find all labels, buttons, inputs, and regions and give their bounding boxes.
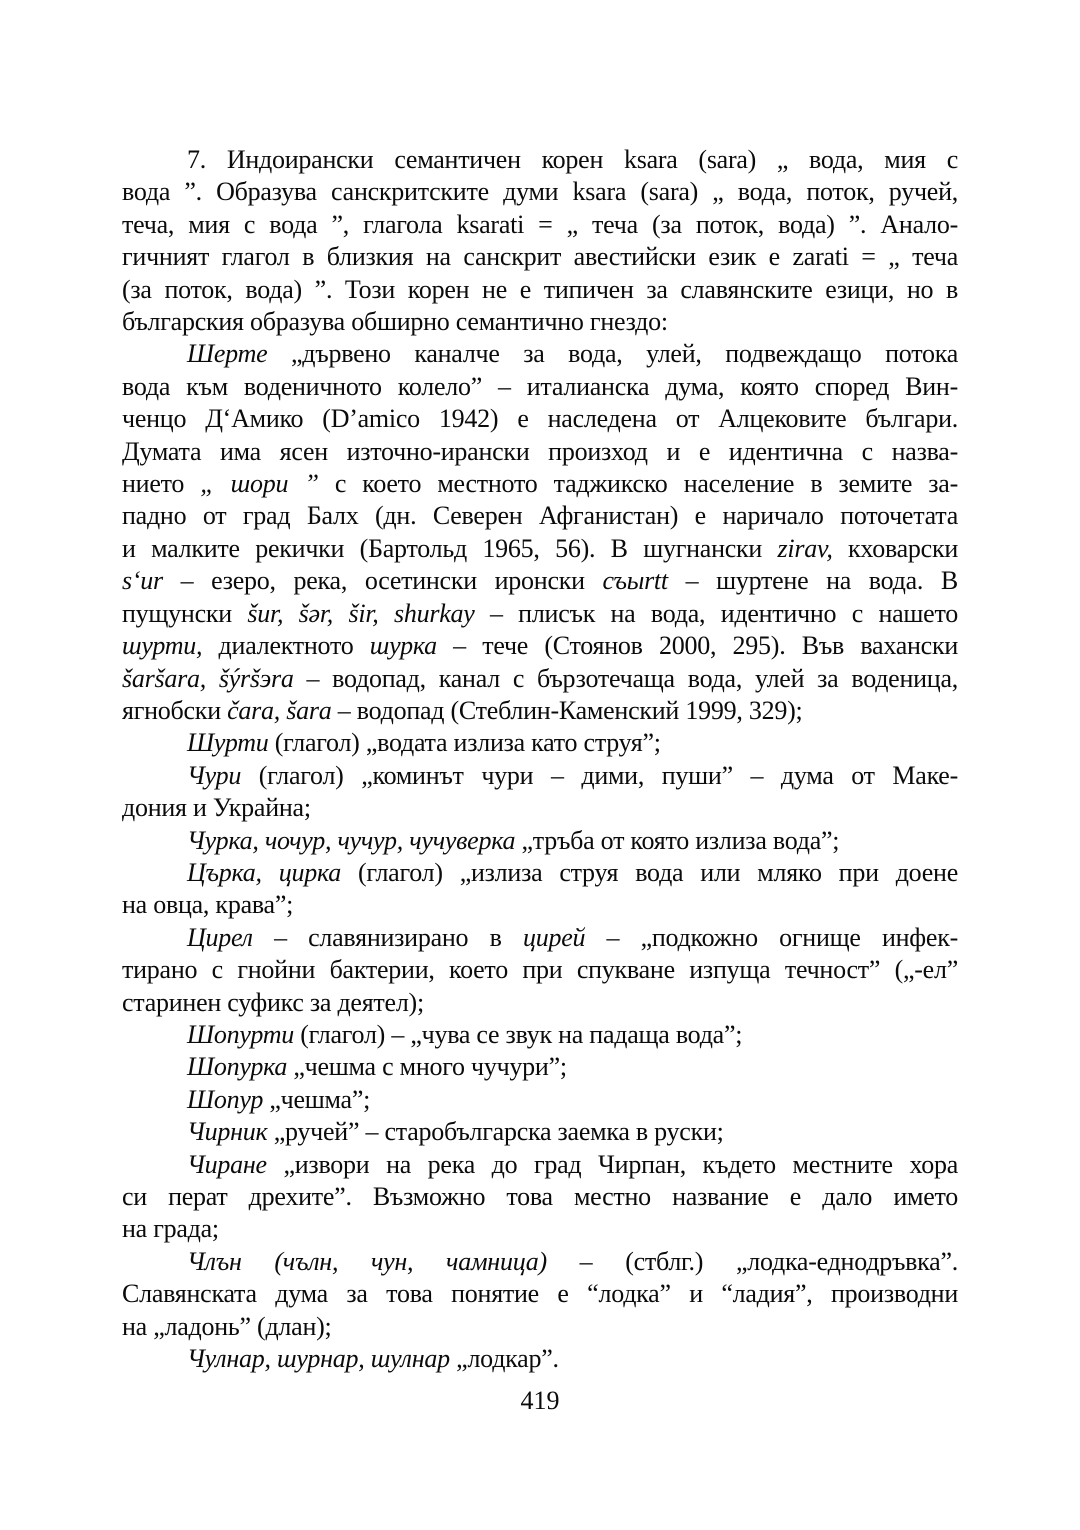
- text-line: [122, 630, 958, 662]
- body-text: (глагол) „коминът чури – дими, пуши” – дума от Маке-: [241, 760, 958, 790]
- headword-italic: Шопур: [187, 1084, 264, 1114]
- body-text: „тръба от която излиза вода”;: [515, 825, 840, 855]
- headword-italic: Църка, цирка: [187, 857, 341, 887]
- text-line: [122, 825, 958, 857]
- headword-italic: Шерте: [187, 339, 268, 369]
- text-line: [122, 760, 958, 792]
- body-text: (глагол) – „чува се звук на падаща вода”;: [294, 1019, 743, 1049]
- text-line: [122, 144, 958, 176]
- headword-italic: zirav,: [777, 533, 833, 563]
- text-line: [122, 1116, 958, 1148]
- body-text: нието: [122, 469, 201, 499]
- body-text: (глагол) „водата излиза като струя”;: [268, 728, 661, 758]
- text-line: [122, 1181, 958, 1213]
- text-line: [122, 1278, 958, 1310]
- body-text: „ручей” – старобългарска заемка в руски;: [267, 1117, 724, 1147]
- body-text: на „ладонь” (длан);: [122, 1311, 332, 1341]
- body-text: тирано с гнойни бактерии, което при спукване изпуща течност” („-ел”: [122, 955, 958, 985]
- headword-italic: Цирел: [187, 922, 253, 952]
- body-text: българския образува обширно семантично гнездо:: [122, 307, 668, 337]
- page-number: 419: [520, 1386, 560, 1415]
- text-line: [122, 241, 958, 273]
- text-line: [122, 436, 958, 468]
- headword-italic: Шопурка: [187, 1052, 288, 1082]
- body-text: Славянската дума за това понятие е “лодка” и “ладия”, производни: [122, 1279, 958, 1309]
- text-line: [122, 857, 958, 889]
- body-text: – тече (Стоянов 2000, 295). Във вахански: [436, 631, 959, 661]
- body-text: „чешма с много чучури”;: [287, 1052, 567, 1082]
- body-text: „чешма”;: [263, 1084, 371, 1114]
- body-text: диалектното: [202, 631, 370, 661]
- body-text: Думата има ясен източно-ирански произход и е идентична с назва-: [122, 436, 958, 466]
- body-text: си перат дрехите”. Възможно това местно название е дало името: [122, 1182, 958, 1211]
- body-text: на овца, крава”;: [122, 890, 294, 920]
- text-line: [122, 987, 958, 1019]
- body-text: и малките рекички (Бартольд 1965, 56). В шугнански: [122, 533, 778, 563]
- headword-italic: Шопурти: [187, 1019, 294, 1049]
- text-line: [122, 727, 958, 759]
- headword-italic: s‘ur: [122, 566, 163, 596]
- body-text: – славянизирано в: [252, 922, 523, 952]
- text-line: [122, 403, 958, 435]
- text-line: [122, 663, 958, 695]
- body-text: пущунски: [122, 598, 248, 628]
- headword-italic: Чулнар, шурнар, шулнар: [187, 1344, 450, 1374]
- headword-italic: Чурка, чочур, чучур, чучуверка: [187, 825, 516, 855]
- body-text: „извори на река до град Чирпан, където местните хора: [266, 1149, 958, 1179]
- body-text: старинен суфикс за деятел);: [122, 987, 424, 1017]
- text-line: [122, 176, 958, 208]
- body-text: на града;: [122, 1214, 219, 1244]
- text-line: [122, 338, 958, 370]
- headword-italic: „ шори ”: [200, 469, 319, 499]
- text-line: [122, 1311, 958, 1343]
- text-line: [122, 792, 958, 824]
- text-line: [122, 565, 958, 597]
- headword-italic: čara, šara: [227, 695, 332, 725]
- body-text: падно от град Балх (дн. Северен Афганистан) е наричало поточетата: [122, 501, 958, 531]
- body-text: вода към воденичното колело” – италианска дума, която според Вин-: [122, 371, 958, 401]
- body-text: „дървено каналче за вода, улей, подвеждащо потока: [267, 339, 958, 369]
- body-text: – водопад (Стеблин-Каменский 1999, 329);: [331, 695, 803, 725]
- body-text: с което местното таджикско население в земите за-: [318, 469, 958, 499]
- headword-italic: Чиране: [187, 1149, 267, 1179]
- headword-italic: шурка: [369, 631, 437, 661]
- body-text: гичният глагол в близкия на санскрит авестийски език е zarati = „ теча: [122, 242, 958, 272]
- body-text: ягнобски: [122, 695, 228, 725]
- text-block: [122, 144, 958, 1375]
- headword-italic: šaršara, šýršэra: [122, 663, 294, 693]
- text-line: [122, 1019, 958, 1051]
- text-line: [122, 1084, 958, 1116]
- body-text: вода ”. Образува санскритските думи ksara (sara) „ вода, поток, ручей,: [122, 177, 958, 207]
- body-text: дония и Украйна;: [122, 793, 311, 823]
- headword-italic: Члън (чълн, чун, чамница): [187, 1246, 547, 1276]
- body-text: „лодкар”.: [449, 1344, 559, 1374]
- body-text: – шуртене на вода. В: [667, 566, 958, 596]
- headword-italic: съыrtt: [602, 566, 668, 596]
- text-line: [122, 889, 958, 921]
- body-text: 7. Индоирански семантичен корен ksara (sara) „ вода, мия с: [187, 145, 958, 174]
- headword-italic: Шурти: [187, 728, 269, 758]
- text-line: [122, 1213, 958, 1245]
- text-line: [122, 954, 958, 986]
- headword-italic: шурти,: [122, 631, 203, 661]
- body-text: кховарски: [832, 533, 959, 563]
- body-text: – водопад, канал с бързотечаща вода, улей за воденица,: [293, 663, 958, 693]
- body-text: – плисък на вода, идентично с нашето: [474, 598, 958, 628]
- text-line: [122, 274, 958, 306]
- body-text: – (стблг.) „лодка-еднодръвка”.: [546, 1246, 958, 1276]
- body-text: теча, мия с вода ”, глагола ksarati = „ теча (за поток, вода) ”. Анало-: [122, 209, 958, 239]
- headword-italic: šur, šər, šir, shurkay: [247, 598, 475, 628]
- headword-italic: Чирник: [187, 1117, 268, 1147]
- text-line: [122, 598, 958, 630]
- text-line: [122, 500, 958, 532]
- body-text: (глагол) „излиза струя вода или мляко при доене: [341, 857, 958, 887]
- text-line: [122, 306, 958, 338]
- body-text: – „подкожно огнище инфек-: [585, 922, 958, 952]
- text-line: [122, 695, 958, 727]
- body-text: – езеро, река, осетински иронски: [162, 566, 603, 596]
- headword-italic: Чури: [187, 760, 242, 790]
- body-text: ченцо Д‘Амико (D’amico 1942) е наследена от Алцековите българи.: [122, 404, 958, 434]
- text-line: [122, 1343, 958, 1375]
- text-line: [122, 371, 958, 403]
- text-line: [122, 1246, 958, 1278]
- body-text: (за поток, вода) ”. Този корен не е типичен за славянските езици, но в: [122, 274, 958, 304]
- text-line: [122, 922, 958, 954]
- text-line: [122, 1051, 958, 1083]
- text-line: [122, 1149, 958, 1181]
- text-line: [122, 533, 958, 565]
- headword-italic: цирей: [522, 922, 586, 952]
- text-line: [122, 209, 958, 241]
- text-line: [122, 468, 958, 500]
